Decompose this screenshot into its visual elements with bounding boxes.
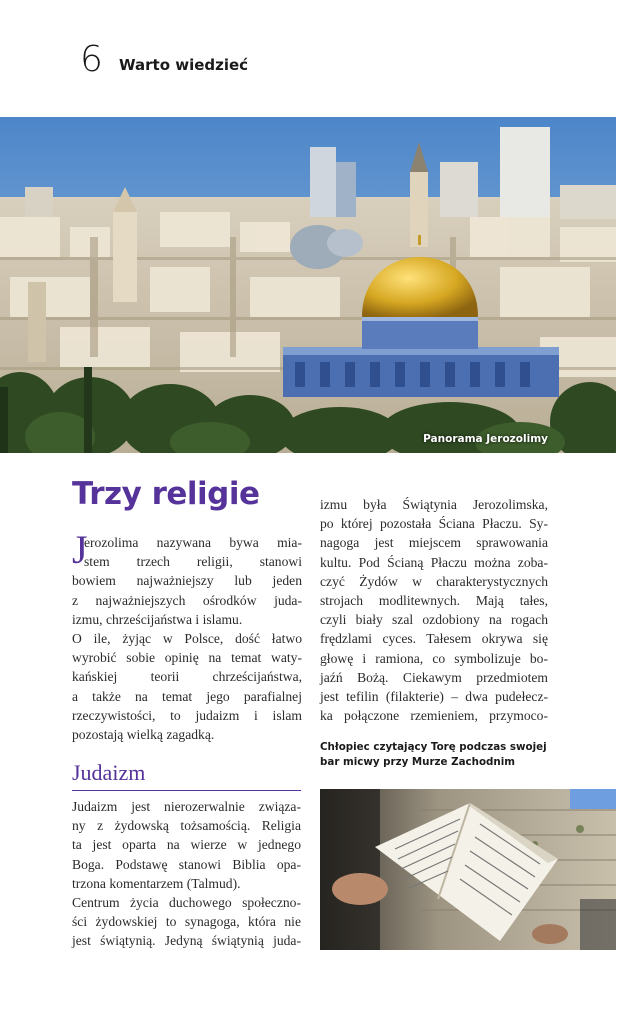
- page-number: 6: [80, 39, 103, 80]
- text-line: jaźń Bożą. Ciekawym przedmiotem: [320, 669, 548, 685]
- text-line: z najważniejszych ośrodków juda-: [72, 592, 302, 608]
- panorama-photo: [0, 117, 616, 453]
- text-line: czyli biały szal ozdobiony na rogach: [320, 612, 548, 628]
- text-line: Judaizm jest nierozerwalnie związa-: [72, 799, 301, 814]
- text-line: stem trzech religii, stanowi: [84, 554, 302, 570]
- text-line: trzona komentarzem (Talmud).: [72, 875, 241, 891]
- article-title: Trzy religie: [72, 476, 260, 512]
- text-line: bowiem najważniejszy lub jeden: [72, 573, 302, 589]
- text-line: Centrum życia duchowego społeczno-: [72, 895, 301, 911]
- text-line: izmu, chrześcijaństwa i islamu.: [72, 611, 243, 627]
- text-line: kańskiej teorii chrześcijaństwa,: [72, 669, 302, 685]
- section-title: Warto wiedzieć: [119, 56, 249, 74]
- text-line: erozolima nazywana bywa mia-: [84, 535, 302, 550]
- text-line: po której pozostała Ściana Płaczu. Sy-: [320, 516, 548, 532]
- caption-line: bar micwy przy Murze Zachodnim: [320, 756, 515, 768]
- text-line: jest tefilin (filakterie) – dwa pudełecz-: [320, 689, 548, 705]
- text-line: izmu była Świątynia Jerozolimska,: [320, 497, 548, 512]
- text-line: ny z żydowską tożsamością. Religia: [72, 818, 301, 834]
- text-line: wyrobić sobie opinię na temat waty-: [72, 650, 302, 666]
- judaizm-paragraph: [72, 797, 301, 951]
- text-line: pozostają wielką zagadką.: [72, 727, 215, 743]
- drop-cap: J: [72, 527, 88, 572]
- text-line: rzeczywistości, to judaizm i islam: [72, 707, 302, 723]
- intro-paragraph: [72, 533, 302, 744]
- torah-photo-caption: [320, 740, 550, 770]
- subheading-judaizm: Judaizm: [72, 760, 146, 785]
- text-line: Boga. Podstawę stanowi Biblia opa-: [72, 856, 301, 872]
- caption-line: Chłopiec czytający Torę podczas swojej: [320, 741, 547, 753]
- text-line: O ile, żyjąc w Polsce, dość łatwo: [72, 631, 302, 647]
- text-line: kultu. Pod Ścianą Płaczu można zoba-: [320, 554, 548, 570]
- text-line: głowę i ramiona, co symbolizuje bo-: [320, 650, 548, 666]
- text-line: a także na temat jego parafialnej: [72, 688, 302, 704]
- right-column-paragraph: [320, 495, 548, 725]
- text-line: ka połączone rzemieniem, przymoco-: [320, 708, 548, 724]
- panorama-caption: Panorama Jerozolimy: [423, 433, 548, 445]
- text-line: nagoga jest miejscem sprawowania: [320, 535, 548, 551]
- text-line: jest świątynią. Jedyną świątynią juda-: [72, 933, 301, 949]
- text-line: ta jest oparta na wierze w jednego: [72, 837, 301, 853]
- torah-photo: [320, 789, 616, 950]
- text-line: czyć Żydów w charakterystycznych: [320, 573, 548, 589]
- subheading-rule: [72, 790, 301, 791]
- text-line: ści żydowskiej to synagoga, która nie: [72, 914, 301, 930]
- text-line: frędzlami cyces. Tałesem okrywa się: [320, 631, 548, 647]
- text-line: strojach modlitewnych. Mają tałes,: [320, 593, 548, 609]
